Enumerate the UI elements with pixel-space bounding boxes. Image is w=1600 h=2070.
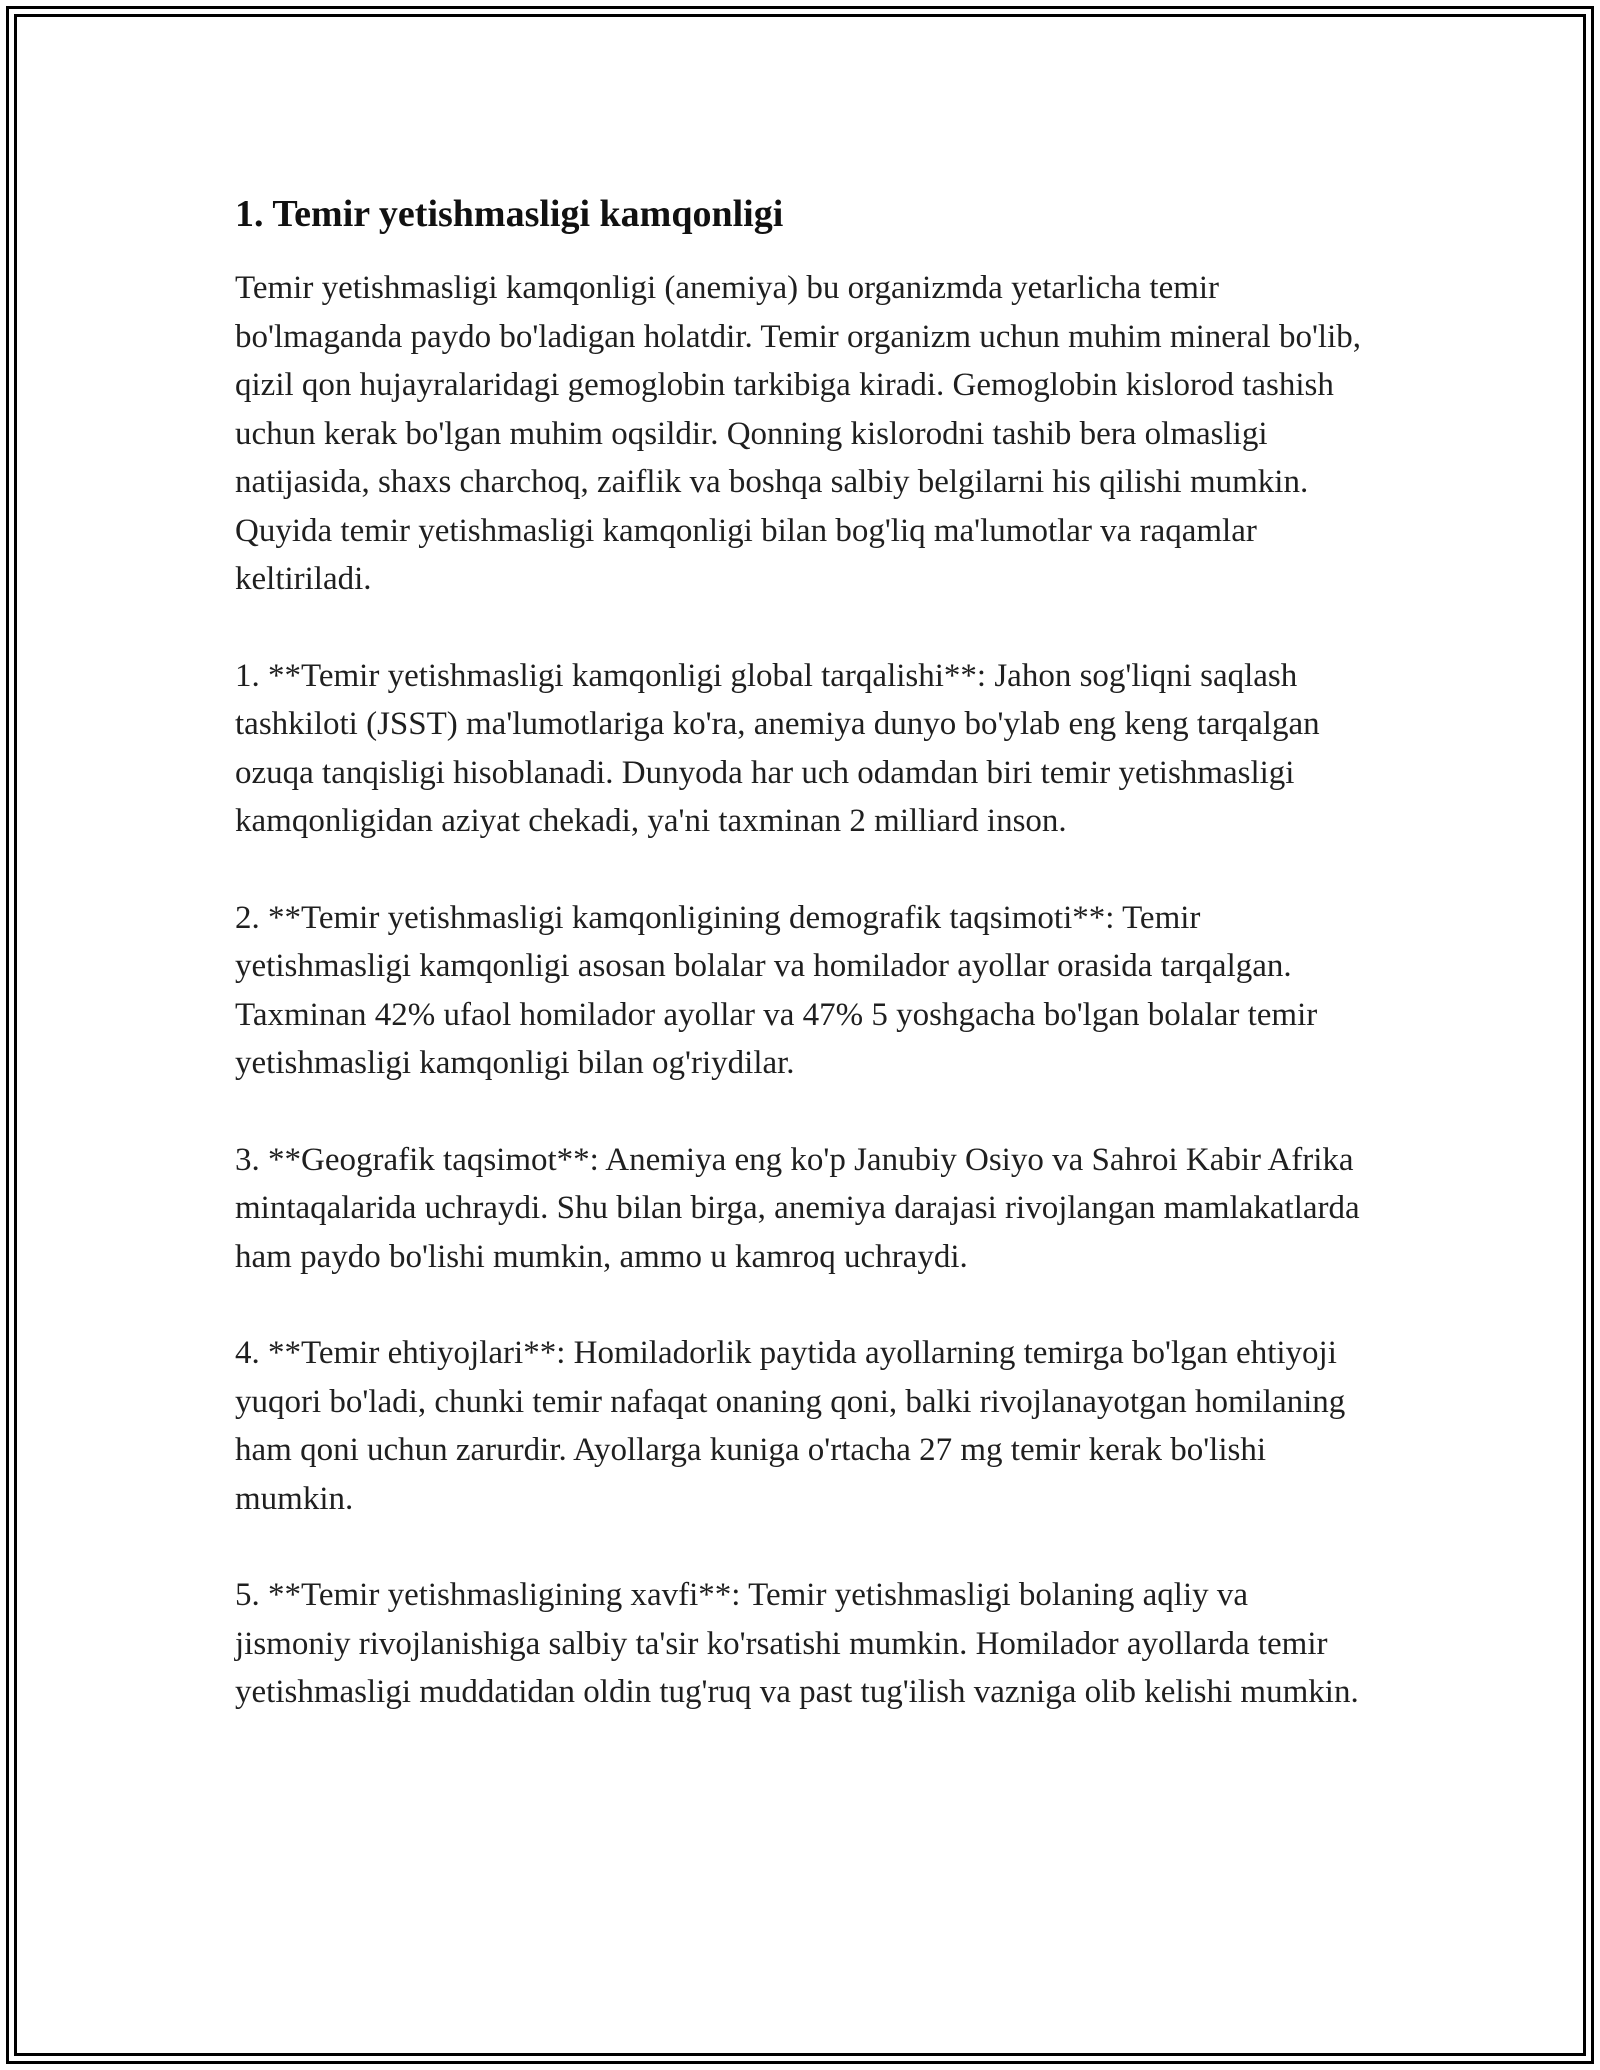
document-title: 1. Temir yetishmasligi kamqonligi <box>235 193 784 235</box>
document-body <box>235 190 1370 1765</box>
list-item-iron-needs: 4. **Temir ehtiyojlari**: Homiladorlik paytida ayollarning temirga bo'lgan ehtiyoji yuqori bo'ladi, chunki temir nafaqat onaning qoni, balki rivojlanayotgan homilaning ham qoni uchun zarurdir. Ayollarga kuniga o'rtacha 27 mg temir kerak bo'lishi mumkin. <box>235 1335 1346 1517</box>
list-item-geographic-distribution: 3. **Geografik taqsimot**: Anemiya eng ko'p Janubiy Osiyo va Sahroi Kabir Afrika mintaqalarida uchraydi. Shu bilan birga, anemiya darajasi rivojlangan mamlakatlarda ham paydo bo'lishi mumkin, ammo u kamroq uchraydi. <box>235 1141 1360 1275</box>
list-item-demographic-distribution: 2. **Temir yetishmasligi kamqonligining demografik taqsimoti**: Temir yetishmasligi kamqonligi asosan bolalar va homilador ayollar orasida tarqalgan. Taxminan 42% ufaol homilador ayollar va 47% 5 yoshgacha bo'lgan bolalar temir yetishmasligi kamqonligi bilan og'riydilar. <box>235 899 1318 1081</box>
list-item-deficiency-risk: 5. **Temir yetishmasligining xavfi**: Temir yetishmasligi bolaning aqliy va jismoniy rivojlanishiga salbiy ta'sir ko'rsatishi mumkin. Homilador ayollarda temir yetishmasligi muddatidan oldin tug'ruq va past tug'ilish vazniga olib kelishi mumkin. <box>235 1577 1359 1710</box>
list-item-global-prevalence: 1. **Temir yetishmasligi kamqonligi global tarqalishi**: Jahon sog'liqni saqlash tashkiloti (JSST) ma'lumotlariga ko'ra, anemiya dunyo bo'ylab eng keng tarqalgan ozuqa tanqisligi hisoblanadi. Dunyoda har uch odamdan biri temir yetishmasligi kamqonligidan aziyat chekadi, ya'ni taxminan 2 milliard inson. <box>235 657 1320 839</box>
intro-paragraph: Temir yetishmasligi kamqonligi (anemiya) bu organizmda yetarlicha temir bo'lmaganda paydo bo'ladigan holatdir. Temir organizm uchun muhim mineral bo'lib, qizil qon hujayralaridagi gemoglobin tarkibiga kiradi. Gemoglobin kislorod tashish uchun kerak bo'lgan muhim oqsildir. Qonning kislorodni tashib bera olmasligi natijasida, shaxs charchoq, zaiflik va boshqa salbiy belgilarni his qilishi mumkin. Quyida temir yetishmasligi kamqonligi bilan bog'liq ma'lumotlar va raqamlar keltiriladi. <box>235 270 1361 597</box>
